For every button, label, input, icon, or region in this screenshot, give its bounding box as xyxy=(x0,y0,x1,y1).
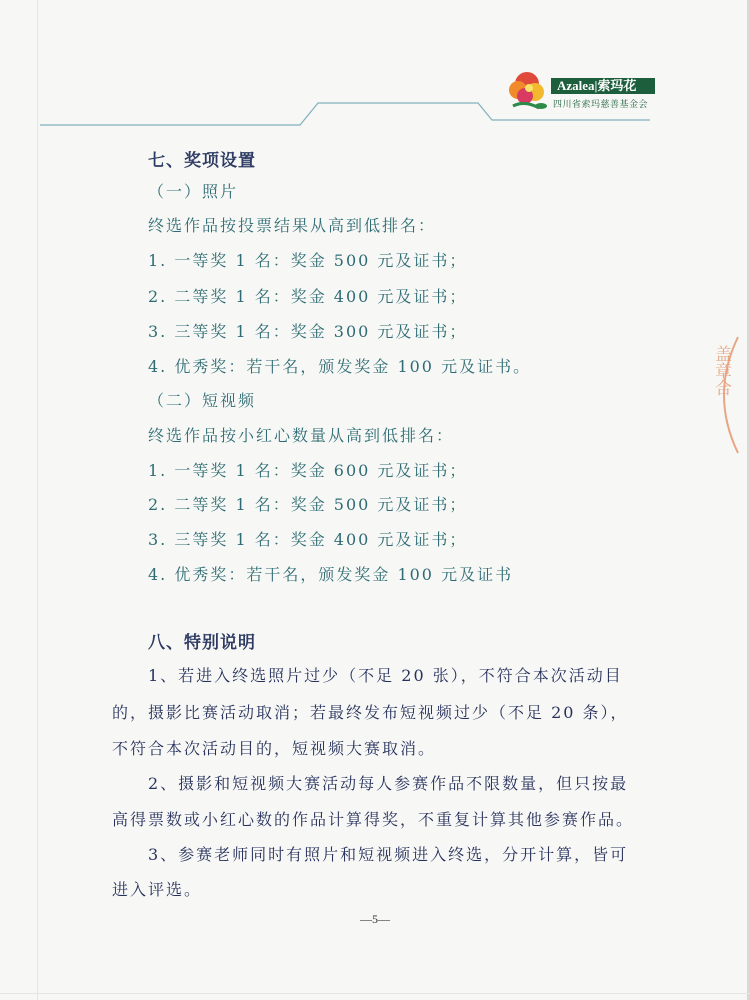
bottom-rule xyxy=(0,993,750,994)
photo-award-3: 3. 三等奖 1 名：奖金 300 元及证书； xyxy=(148,322,468,341)
video-award-1: 1. 一等奖 1 名：奖金 600 元及证书； xyxy=(148,461,468,480)
photo-award-2: 2. 二等奖 1 名：奖金 400 元及证书； xyxy=(148,287,468,306)
video-award-2: 2. 二等奖 1 名：奖金 500 元及证书； xyxy=(148,495,468,514)
section-7-title: 七、奖项设置 xyxy=(148,151,256,171)
section-8-title: 八、特别说明 xyxy=(148,633,256,653)
binding-rule xyxy=(37,0,38,1000)
foundation-logo xyxy=(503,64,655,116)
video-award-3: 3. 三等奖 1 名：奖金 400 元及证书； xyxy=(148,530,468,549)
video-intro: 终选作品按小红心数量从高到低排名： xyxy=(148,426,455,445)
logo-subtitle: 四川省索玛慈善基金会 xyxy=(553,100,649,110)
photo-heading: （一）照片 xyxy=(148,182,239,201)
note-1-line-3: 不符合本次活动目的，短视频大赛取消。 xyxy=(112,739,437,758)
page-number: —5— xyxy=(360,912,390,926)
photo-intro: 终选作品按投票结果从高到低排名： xyxy=(148,216,437,235)
seal-stamp-text: 盖章合 xyxy=(711,345,731,396)
video-award-4: 4. 优秀奖：若干名，颁发奖金 100 元及证书 xyxy=(148,565,514,584)
note-1-line-2: 的，摄影比赛活动取消；若最终发布短视频过少（不足 20 条）， xyxy=(112,703,629,722)
note-3-line-2: 进入评选。 xyxy=(112,880,203,899)
note-2-line-1: 2、摄影和短视频大赛活动每人参赛作品不限数量，但只按最 xyxy=(148,774,629,793)
note-2-line-2: 高得票数或小红心数的作品计算得奖，不重复计算其他参赛作品。 xyxy=(112,810,635,829)
note-1-line-1: 1、若进入终选照片过少（不足 20 张），不符合本次活动目 xyxy=(148,666,623,685)
logo-brand-band: Azalea|索玛花 xyxy=(551,78,655,94)
note-3-line-1: 3、参赛老师同时有照片和短视频进入终选，分开计算，皆可 xyxy=(148,845,629,864)
video-heading: （二）短视频 xyxy=(148,391,257,410)
photo-award-4: 4. 优秀奖：若干名，颁发奖金 100 元及证书。 xyxy=(148,357,532,376)
photo-award-1: 1. 一等奖 1 名：奖金 500 元及证书； xyxy=(148,251,468,270)
